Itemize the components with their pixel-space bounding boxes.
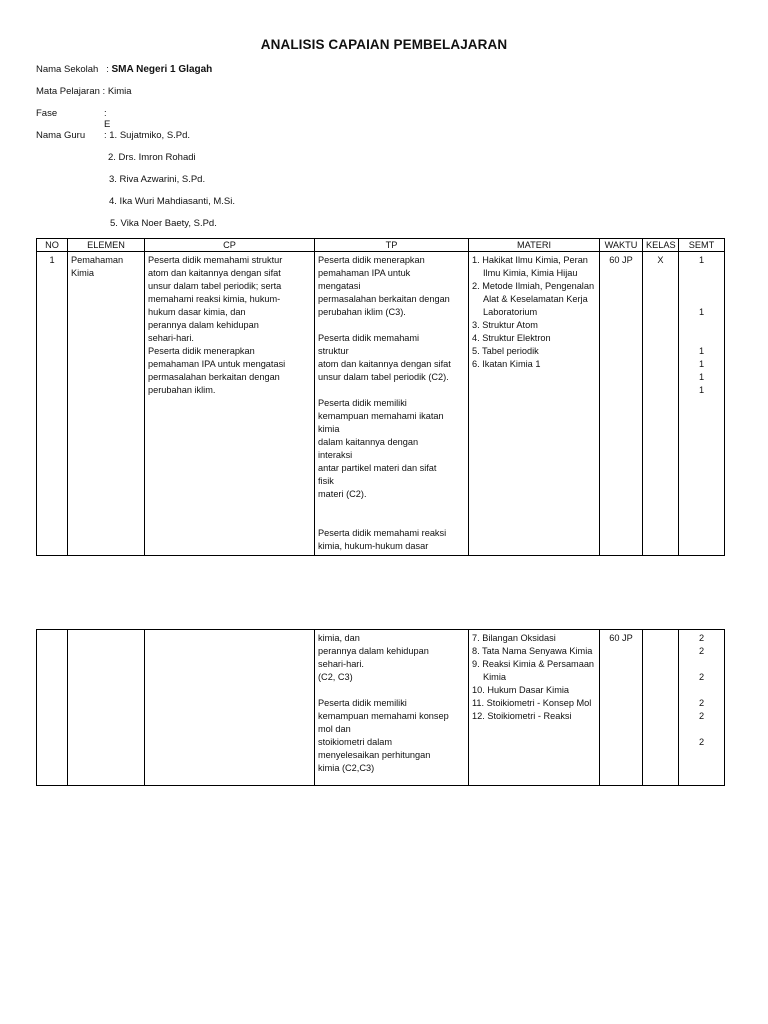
cell-line: Peserta didik menerapkan [318,255,425,265]
cell-line: mengatasi [318,281,361,291]
header-elemen: ELEMEN [68,239,145,252]
cell-tp [315,252,469,556]
cell-line [682,658,721,671]
cell-line [682,684,721,697]
header-materi: MATERI [469,239,600,252]
cell-line: interaksi [318,450,353,460]
materi-item: 6. Ikatan Kimia 1 [472,359,541,369]
cp-table-continued [36,629,725,786]
cell-line: fisik [318,476,334,486]
teacher-2: 2. Drs. Imron Rohadi [108,152,196,163]
cell-line: kimia (C2,C3) [318,763,375,773]
cp-table [36,238,725,556]
subject-text: Mata Pelajaran : Kimia [36,86,132,97]
cell-line [318,501,465,514]
materi-item: 3. Struktur Atom [472,320,538,330]
cell-line: atom dan kaitannya dengan sifat [318,359,451,369]
cell-elemen [68,252,145,556]
cell-line [318,319,465,332]
cell-materi [469,630,600,786]
school-value: SMA Negeri 1 Glagah [111,64,213,75]
cell-line: 1 [698,385,705,395]
page-title: ANALISIS CAPAIAN PEMBELAJARAN [260,37,508,52]
elemen-line: Kimia [71,268,94,278]
materi-item: 5. Tabel periodik [472,346,539,356]
header-waktu: WAKTU [600,239,643,252]
header-tp: TP [315,239,469,252]
cell-line: mol dan [318,724,351,734]
cell-line: kemampuan memahami konsep [318,711,449,721]
cell-tp [315,630,469,786]
materi-item: 1. Hakikat Ilmu Kimia, Peran Ilmu Kimia, Kimia Hijau [472,255,588,278]
cell-waktu: 60 JP [600,252,643,556]
cell-line: kimia, hukum-hukum dasar [318,541,429,551]
cell-line: Peserta didik menerapkan [148,346,255,356]
cell-line: dalam kaitannya dengan [318,437,419,447]
cell-line: 1 [698,255,705,265]
cell-line: perubahan iklim (C3). [318,307,406,317]
table-row [37,630,725,786]
cell-line: Peserta didik memahami struktur [148,255,283,265]
table-header [37,239,725,252]
cell-line: 2 [698,698,705,708]
teacher-label: Nama Guru [36,130,86,141]
cell-kelas: X [643,252,679,556]
header-kelas: KELAS [643,239,679,252]
cell-line [682,293,721,306]
teacher-3: 3. Riva Azwarini, S.Pd. [109,174,206,185]
cell-line: perannya dalam kehidupan [148,320,259,330]
cell-line: Peserta didik memiliki [318,698,407,708]
cell-line: (C2, C3) [318,672,353,682]
teacher-4: 4. Ika Wuri Mahdiasanti, M.Si. [109,196,236,207]
header-semt: SEMT [679,239,725,252]
cell-line: pemahaman IPA untuk mengatasi [148,359,286,369]
cell-semt [679,630,725,786]
phase-row [36,108,111,130]
cell-elemen [68,630,145,786]
cell-line: struktur [318,346,349,356]
cell-line [682,267,721,280]
cell-line: 2 [698,737,705,747]
materi-item: 4. Struktur Elektron [472,333,551,343]
cell-line: perubahan iklim. [148,385,216,395]
teacher-first: : 1. Sujatmiko, S.Pd. [104,130,191,141]
cell-line: unsur dalam tabel periodik (C2). [318,372,449,382]
cell-line: sehari-hari. [148,333,194,343]
cell-line [682,723,721,736]
school-row [36,64,212,75]
materi-item: 9. Reaksi Kimia & Persamaan Kimia [472,659,595,682]
school-label: Nama Sekolah : [36,64,109,75]
materi-item: 2. Metode Ilmiah, Pengenalan Alat & Keselamatan Kerja Laboratorium [472,281,595,317]
cell-line: 1 [698,346,705,356]
cell-line: antar partikel materi dan sifat [318,463,437,473]
cell-line: 2 [698,711,705,721]
cell-line: permasalahan berkaitan dengan [318,294,450,304]
cell-line: permasalahan berkaitan dengan [148,372,280,382]
cell-cp [145,630,315,786]
cell-line: stoikiometri dalam [318,737,393,747]
cell-line: Peserta didik memiliki [318,398,407,408]
cell-no: 1 [37,252,68,556]
teacher-5: 5. Vika Noer Baety, S.Pd. [110,218,217,229]
phase-label: Fase [36,108,58,119]
cell-materi [469,252,600,556]
materi-item: 11. Stoikiometri - Konsep Mol [472,698,592,708]
cell-waktu: 60 JP [600,630,643,786]
cell-line: Peserta didik memahami [318,333,420,343]
subject-row [36,86,132,97]
cell-line: sehari-hari. [318,659,364,669]
materi-item: 8. Tata Nama Senyawa Kimia [472,646,593,656]
materi-item: 7. Bilangan Oksidasi [472,633,556,643]
cell-line: 2 [698,646,705,656]
cell-line: memahami reaksi kimia, hukum- [148,294,281,304]
cell-line [682,319,721,332]
materi-item: 12. Stoikiometri - Reaksi [472,711,572,721]
cell-line: 1 [698,372,705,382]
table-row [37,252,725,556]
cell-line [318,684,465,697]
header-cp: CP [145,239,315,252]
cell-line [682,280,721,293]
cell-line: pemahaman IPA untuk [318,268,411,278]
cell-line: 2 [698,672,705,682]
cell-line: 1 [698,307,705,317]
cell-line: unsur dalam tabel periodik; serta [148,281,282,291]
cell-line: 1 [698,359,705,369]
cell-line: 2 [698,633,705,643]
phase-value: : E [104,108,111,130]
cell-line: menyelesaikan perhitungan [318,750,431,760]
cell-line: perannya dalam kehidupan [318,646,429,656]
cell-line: atom dan kaitannya dengan sifat [148,268,281,278]
cell-line: kemampuan memahami ikatan [318,411,444,421]
cell-line [318,514,465,527]
cell-line: Peserta didik memahami reaksi [318,528,447,538]
materi-item: 10. Hukum Dasar Kimia [472,685,570,695]
elemen-line: Pemahaman [71,255,124,265]
cell-semt [679,252,725,556]
cell-no [37,630,68,786]
teacher-row [36,130,191,141]
cell-line: kimia [318,424,340,434]
cell-line [318,384,465,397]
cell-line: hukum dasar kimia, dan [148,307,246,317]
header-no: NO [37,239,68,252]
cell-cp [145,252,315,556]
cell-line: materi (C2). [318,489,367,499]
cell-kelas [643,630,679,786]
cell-line: kimia, dan [318,633,360,643]
cell-line [682,332,721,345]
